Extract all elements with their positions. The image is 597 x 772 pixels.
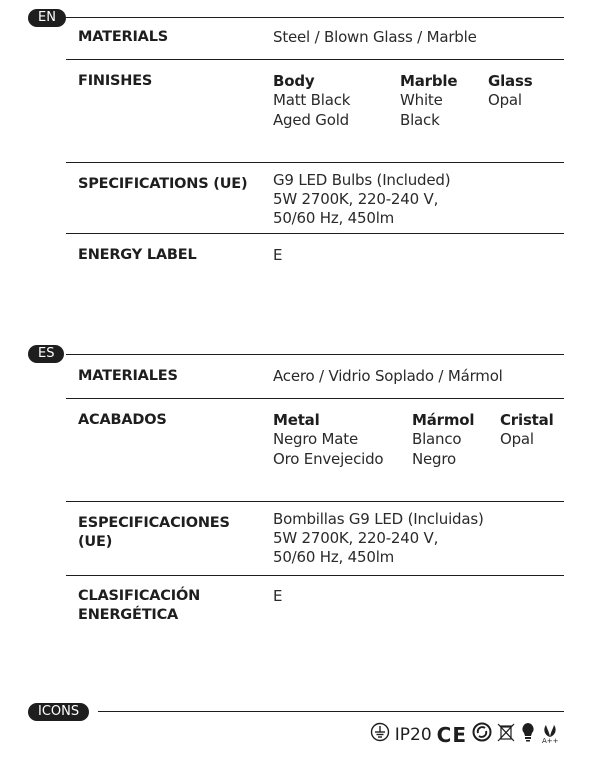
finish-col-title: Marble bbox=[400, 72, 458, 90]
finish-value: Blanco bbox=[412, 430, 462, 448]
spec-line: 50/60 Hz, 450lm bbox=[273, 209, 395, 227]
certification-icons bbox=[370, 722, 559, 748]
divider bbox=[66, 162, 564, 163]
ip-rating: IP20 bbox=[394, 725, 432, 745]
finish-value: Negro bbox=[412, 450, 456, 468]
divider bbox=[66, 575, 564, 576]
clasificacion-label: ENERGÉTICA bbox=[78, 607, 179, 623]
bulb-icon bbox=[520, 722, 536, 748]
finish-value: Black bbox=[400, 111, 440, 129]
ground-icon bbox=[370, 722, 390, 748]
divider bbox=[66, 354, 564, 355]
materiales-value: Acero / Vidrio Soplado / Mármol bbox=[273, 367, 503, 385]
finish-col-title: Cristal bbox=[500, 411, 554, 429]
finish-value: Aged Gold bbox=[273, 111, 349, 129]
specifications-label: SPECIFICATIONS (UE) bbox=[78, 176, 248, 192]
finish-value: Oro Envejecido bbox=[273, 450, 384, 468]
finish-value: Matt Black bbox=[273, 91, 351, 109]
divider bbox=[66, 398, 564, 399]
finish-value: White bbox=[400, 91, 443, 109]
energy-value: E bbox=[273, 246, 283, 264]
materials-label: MATERIALS bbox=[78, 29, 168, 45]
clasificacion-label: CLASIFICACIÓN bbox=[78, 588, 201, 604]
spec-line: G9 LED Bulbs (Included) bbox=[273, 171, 451, 189]
divider bbox=[66, 501, 564, 502]
finishes-label: FINISHES bbox=[78, 73, 153, 89]
divider bbox=[98, 711, 564, 712]
finish-col-title: Mármol bbox=[412, 411, 475, 429]
energy-leaf-icon bbox=[541, 724, 559, 746]
materiales-label: MATERIALES bbox=[78, 368, 178, 384]
energy-value: E bbox=[273, 587, 283, 605]
divider bbox=[66, 17, 564, 18]
spec-line: Bombillas G9 LED (Incluidas) bbox=[273, 510, 484, 528]
spec-line: 5W 2700K, 220-240 V, bbox=[273, 529, 439, 547]
finish-col-title: Glass bbox=[488, 72, 533, 90]
divider bbox=[66, 59, 564, 60]
spec-line: 5W 2700K, 220-240 V, bbox=[273, 190, 439, 208]
section-tag-icons: ICONS bbox=[28, 703, 89, 721]
finish-col-title: Body bbox=[273, 72, 315, 90]
materials-value: Steel / Blown Glass / Marble bbox=[273, 28, 477, 46]
divider bbox=[66, 233, 564, 234]
section-tag-es: ES bbox=[28, 345, 64, 363]
weee-bin-icon bbox=[497, 722, 515, 748]
especificaciones-label: ESPECIFICACIONES bbox=[78, 515, 230, 531]
finish-col-title: Metal bbox=[273, 411, 320, 429]
finish-value: Opal bbox=[488, 91, 522, 109]
recycle-icon bbox=[472, 722, 492, 748]
finish-value: Opal bbox=[500, 430, 534, 448]
energy-label: ENERGY LABEL bbox=[78, 247, 197, 263]
especificaciones-label: (UE) bbox=[78, 534, 113, 550]
ce-mark-icon: CE bbox=[436, 723, 467, 747]
finish-value: Negro Mate bbox=[273, 430, 358, 448]
energy-class-label: A++ bbox=[542, 737, 559, 745]
section-tag-en: EN bbox=[28, 9, 66, 27]
acabados-label: ACABADOS bbox=[78, 412, 167, 428]
spec-line: 50/60 Hz, 450lm bbox=[273, 548, 395, 566]
